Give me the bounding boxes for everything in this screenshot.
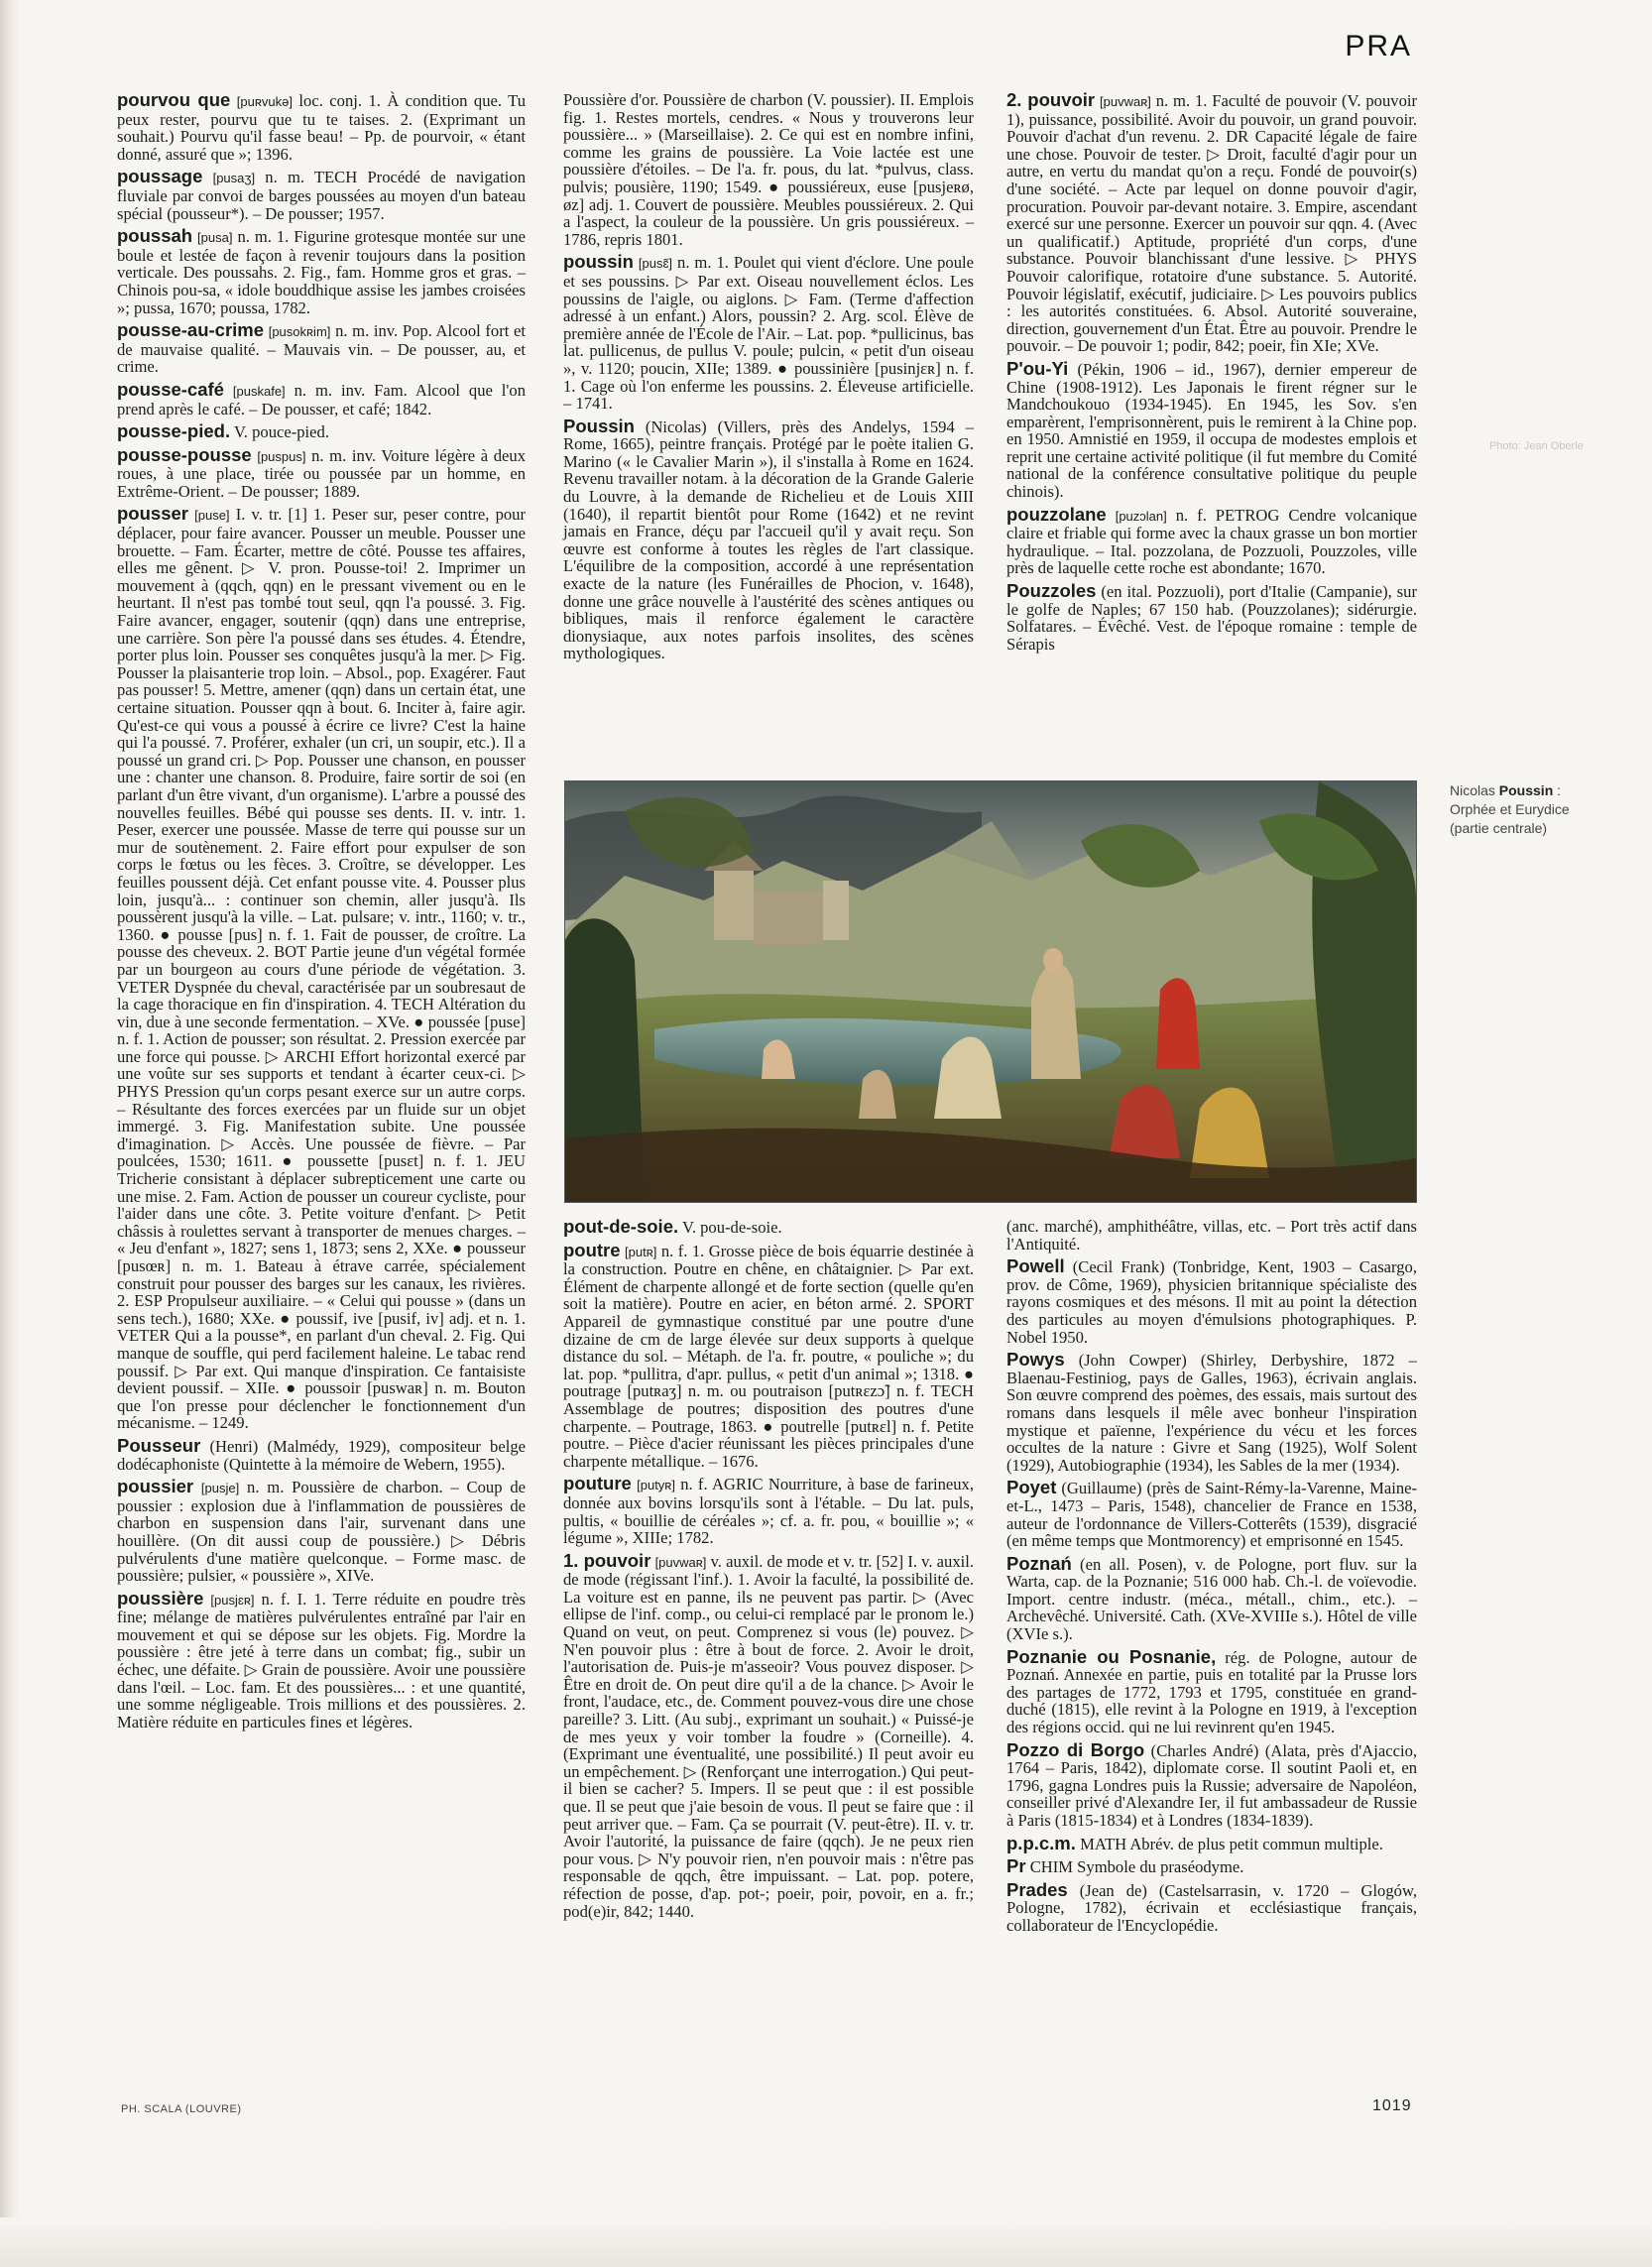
column-middle-top (563, 91, 974, 667)
entry-phonetic: [puspus] (257, 448, 306, 464)
entry-phonetic: [puʀvukə] (236, 94, 293, 109)
column-right-bottom (1006, 1218, 1417, 1940)
dictionary-entry (117, 321, 526, 376)
dictionary-entry (563, 415, 974, 663)
entry-phonetic: [puvwaʀ] (654, 1554, 707, 1570)
column-middle-bottom (563, 1218, 974, 1925)
entry-headword: Powell (1006, 1255, 1065, 1277)
caption-last-name: Poussin (1498, 782, 1554, 798)
entry-headword: Pr (1006, 1855, 1026, 1877)
entry-headword: 2. pouvoir (1006, 89, 1096, 110)
entry-headword: pousse-au-crime (117, 319, 265, 341)
dictionary-entry (1006, 1878, 1418, 1935)
dictionary-entry (1006, 1738, 1418, 1830)
dictionary-entry (1006, 1479, 1417, 1549)
entry-headword: poussier (117, 1476, 194, 1497)
entry-definition: n. m. 1. Faculté de pouvoir (V. pouvoir 1), puissance, possibilité. Avoir du pouvoir, un grand pouvoir. Pouvoir d'achat d'un revenu. 2. DR Capacité légale de faire une chose. Pouvoir de tester. ▷ Droit, faculté d'agir pour un autre, en vertu du mandat qu'on a reçu. Fondé de pouvoir(s) d'une société. – Acte par lequel on donne pouvoir d'agir, procuration. Pouvoir par-devant notaire. 3. Empire, ascendant exercé sur une personne. Exercer un pouvoir sur qqn. 4. (Avec un qualificatif.) Aptitude, propriété d'un corps, d'une substance. Pouvoir blanchissant d'une lessive. ▷ PHYS Pouvoir calorifique, rotatoire d'une substance. 5. Autorité. Pouvoir législatif, exécutif, judiciaire. ▷ Les pouvoirs publics : les autorités constituées. 6. Absol. Autorité souveraine, direction, gouvernement d'un État. Être au pouvoir. Prendre le pouvoir. – De pouvoir 1; podir, 842; poeir, fin XIe; XVe. (1006, 91, 1417, 356)
entry-definition: (Guillaume) (près de Saint-Rémy-la-Varenne, Maine-et-L., 1473 – Paris, 1548), chancelier de France en 1538, auteur de l'ordonnance de Villers-Cotterêts (1539), disgracié (en même temps que Montmorency) et emprisonné en 1545. (1006, 1479, 1418, 1551)
dictionary-entry (563, 1475, 974, 1546)
entry-headword: pouzzolane (1006, 503, 1107, 525)
dictionary-entry (563, 1239, 975, 1471)
caption-first-name: Nicolas (1450, 782, 1495, 798)
entry-headword: poutre (563, 1239, 621, 1260)
entry-definition: n. f. I. 1. Terre réduite en poudre très fine; mélange de matières pulvérulentes entraîné par l'air en mouvement et qui se dépose sur les objets. Fig. Mordre la poussière : être jeté à terre dans un combat; fig., subir un échec, une défaite. ▷ Grain de poussière. Avoir une poussière dans l'œil. – Loc. fam. Et des poussières... : et une quantité, une somme négligeable. Trois millions et des poussières. 2. Matière réduite en particules fines et légères. (117, 1589, 527, 1731)
entry-definition: (Pékin, 1906 – id., 1967), dernier empereur de Chine (1908-1912). Les Japonais le firent régner sur le Mandchoukouo (1934-1945). En 1945, les Sov. s'en emparèrent, l'emprisonnèrent, puis le remirent à la Chine pop. en 1950. Amnistié en 1959, il occupa de modestes emplois et reprit une certaine activité politique (il fut membre du Comité national de la conférence consultative politique du peuple chinois). (1006, 359, 1417, 502)
entry-definition: (John Cowper) (Shirley, Derbyshire, 1872 – Blaenau-Festiniog, pays de Galles, 1963), écrivain anglais. Son œuvre comprend des poèmes, des essais, mais surtout des romans dans lesquels il mêle avec bonheur l'inspiration mystique et païenne, l'expérience du vécu et les forces occultes de la nature : Givre et Sang (1925), Wolf Solent (1929), Autobiographie (1934), les Sables de la mer (1934). (1006, 1351, 1417, 1475)
entry-definition: (en ital. Pozzuoli), port d'Italie (Campanie), sur le golfe de Naples; 67 150 hab. (Pouzzolanes); sidérurgie. Solfatares. – Évêché. Vest. de l'époque romaine : temple de Sérapis (1006, 582, 1417, 654)
entry-definition: (Nicolas) (Villers, près des Andelys, 1594 – Rome, 1665), peintre français. Protégé par le poète italien G. Marino (« le Cavalier Marin »), il s'installa à Rome en 1624. Revenu travailler notam. à la décoration de la Grande Galerie du Louvre, à la demande de Richelieu et de Louis XIII (1640), il repartit bientôt pour Rome (1642) et ne revint jamais en France, déçu par l'accueil qu'il y avait reçu. Son œuvre est conforme à toutes les règles de l'art classique. L'équilibre de la composition, accordé à une représentation exacte de la nature (les Funérailles de Phocion, v. 1648), donne une grâce nouvelle à l'austérité des scènes antiques ou bibliques, mais il renforce également le caractère dionysiaque, aux notes parfois insolites, des scènes mythologiques. (563, 417, 974, 663)
entry-headword: poussière (117, 1587, 204, 1609)
entry-definition: n. m. inv. Fam. Alcool que l'on prend après le café. – De pousser, et café; 1842. (117, 380, 527, 418)
running-header: PRA (1345, 30, 1412, 62)
entry-definition: I. v. tr. [1] 1. Peser sur, peser contre, pour déplacer, pour faire avancer. Pousser un meuble. Pousser une brouette. – Fam. Écarter, mettre de côté. Pousse tes affaires, elles me gênent. ▷ V. pron. Pousse-toi! 2. Imprimer un mouvement à (qqch, qqn) en le pressant vivement ou en le heurtant. Il n'est pas tombé tout seul, qqn l'a poussé. 3. Fig. Faire avancer, engager, soutenir (qqn) dans une entreprise, une carrière. Son père l'a poussé dans ses études. 4. Étendre, porter plus loin. Pousser ses conquêtes jusqu'à la mer. ▷ Fig. Pousser la plaisanterie trop loin. – Absol., pop. Exagérer. Faut pas pousser! 5. Mettre, amener (qqn) dans un certain état, une certaine situation. Pousser qqn à bout. 6. Inciter à, faire agir. Qu'est-ce qui vous a poussé à écrire ce livre? C'est la haine qui l'a poussé. 7. Proférer, exhaler (un cri, un soupir, etc.). Il a poussé un grand cri. ▷ Pop. Pousser une chanson, en pousser une : chanter une chanson. 8. Produire, faire sortir de soi (en parlant d'un être vivant, d'un organisme). L'arbre a poussé des nouvelles feuilles. Bébé qui pousse ses dents. II. v. intr. 1. Peser, exercer une poussée. Masse de terre qui pousse sur un mur de soutènement. 2. Faire effort pour expulser de son corps le fœtus ou les fèces. 3. Croître, se développer. Les feuilles poussent déjà. Cet enfant pousse vite. 4. Pousser plus loin, jusqu'à... : continuer son chemin, aller jusqu'à. Ils poussèrent jusqu'à la ville. – Lat. pulsare; v. intr., 1160; v. tr., 1360. ● pousse [pus] n. f. 1. Fait de pousser, de croître. La pousse des cheveux. 2. BOT Partie jeune d'un végétal formée par un bourgeon au cours d'une période de végétation. 3. VETER Dyspnée du cheval, caractérisée par un soubresaut de la cage thoracique en fin d'inspiration. 4. TECH Altération du vin, due à une seconde fermentation. – XVe. ● poussée [puse] n. f. 1. Action de pousser; son résultat. 2. Pression exercée par une force qui pousse. ▷ ARCHI Effort horizontal exercé par une voûte sur ses supports et tendant à écarter ceux-ci. ▷ PHYS Pression qu'un corps pesant exerce sur un autre corps. – Résultante des forces exercées par un fluide sur un objet immergé. 3. Fig. Manifestation subite. Une poussée d'imagination. ▷ Accès. Une poussée de fièvre. – Par poulcées, 1530; 1611. ● poussette [pusɛt] n. f. 1. JEU Tricherie consistant à déplacer subrepticement une carte ou une mise. 2. Fam. Action de pousser un coureur cycliste, pour l'aider dans une côte. 3. Petite voiture d'enfant. ▷ Petit châssis à roulettes servant à transporter de menues charges. – « Jeu d'enfant », 1827; sens 1, 1873; sens 2, XXe. ● pousseur [pusœʀ] n. m. 1. Bateau à étrave carrée, spécialement construit pour pousser des barges sur les canaux, les rivières. 2. ESP Propulseur auxiliaire. – « Celui qui pousse » (dans un sens tech.), 1680; XXe. ● poussif, ive [pusif, iv] adj. et n. 1. VETER Qui a la pousse*, en parlant d'un cheval. 2. Fig. Qui manque de souffle, qui perd facilement haleine. Le tabac rend poussif. ▷ Par ext. Qui manque d'inspiration. Ce fantaisiste devient poussif. – XIIe. ● poussoir [puswaʀ] n. m. Bouton que l'on presse pour déclencher le fonctionnement d'un mécanisme. – 1249. (117, 505, 526, 1433)
entry-definition: V. pou-de-soie. (682, 1218, 782, 1237)
dictionary-entry (117, 91, 526, 163)
painting-image (565, 781, 1416, 1202)
entry-headword: poussin (563, 251, 634, 273)
entry-headword: pouture (563, 1473, 632, 1494)
entry-definition: (anc. marché), amphithéâtre, villas, etc. – Port très actif dans l'Antiquité. (1006, 1217, 1417, 1253)
dictionary-entry (1006, 357, 1417, 502)
dictionary-entry (1006, 1257, 1417, 1346)
entry-phonetic: [putyʀ] (637, 1478, 675, 1493)
entry-phonetic: [pusɛ̃] (638, 256, 673, 272)
entry-definition: v. auxil. de mode et v. tr. [52] I. v. auxil. de mode (régissant l'inf.). 1. Avoir la faculté, la possibilité de. La voiture est en panne, ils ne peuvent pas partir. ▷ (Avec ellipse de l'inf. comp., ou celui-ci remplacé par le pronom le.) Quand on veut, on peut. Comprenez si vous (le) pouvez. ▷ N'en pouvoir plus : être à bout de force. 2. Avoir le droit, l'autorisation de. Puis-je m'asseoir? Vous pouvez disposer. ▷ Être en droit de. On peut dire qu'il a de la chance. ▷ Avoir le front, l'audace, etc., de. Comment pouvez-vous dire une chose pareille? 3. Litt. (Au subj., exprimant un souhait.) « Puissé-je de mes yeux y voir tomber la foudre » (Corneille). 4. (Exprimant une éventualité, une possibilité.) Il peut avoir eu un empêchement. ▷ (Renforçant une interrogation.) Qui peut-il bien se cacher? 5. Impers. Il se peut que : il est possible que. Il se peut que j'aie besoin de vous. Il peut se faire que : il peut arriver que. – Fam. Ça se pourrait (V. peut-être). II. v. tr. Avoir l'autorité, la puissance de faire (qqch). Je ne peux rien pour vous. ▷ N'y pouvoir rien, n'en pouvoir mais : n'être pas responsable de qqch, être impuissant. – Lat. pop. potere, réfection de posse, d'ap. pot-; poeir, poir, povoir, en a. fr.; pod(e)ir, 842; 1440. (563, 1551, 974, 1921)
dictionary-entry (117, 168, 526, 222)
dictionary-entry (563, 91, 974, 248)
dictionary-entry (1006, 1645, 1417, 1737)
painting-caption (1450, 781, 1638, 838)
entry-definition: n. f. PETROG Cendre volcanique claire et friable qui forme avec la chaux grasse un bon mortier hydraulique. – Ital. pozzolana, de Pozzuoli, Pouzzoles, ville près de laquelle cette roche est abondante; 1670. (1006, 505, 1418, 578)
dictionary-entry (117, 227, 526, 316)
entry-phonetic: [pusa] (197, 230, 233, 246)
entry-headword: pousse-pousse (117, 443, 252, 465)
entry-headword: Poussin (563, 415, 635, 436)
entry-headword: Powys (1006, 1349, 1065, 1371)
entry-definition: CHIM Symbole du praséodyme. (1029, 1857, 1244, 1877)
painting-orphee-eurydice (565, 781, 1416, 1202)
entry-definition: (Charles André) (Alata, près d'Ajaccio, 1764 – Paris, 1842), diplomate corse. Il soutint Paoli et, en 1796, gagna Londres puis la Russie; adversaire de Napoléon, conseiller privé d'Alexandre Ier, il fut ambassadeur de Russie à Paris (1815-1834) et à Londres (1834-1839). (1006, 1740, 1418, 1830)
entry-definition: (Cecil Frank) (Tonbridge, Kent, 1903 – Casargo, prov. de Côme, 1969), physicien britannique spécialiste des rayons cosmiques et des mésons. Il mit au point la détection des particules au moyen d'émulsions photographiques. P. Nobel 1950. (1006, 1257, 1417, 1347)
dictionary-entry (1006, 1351, 1417, 1474)
entry-phonetic: [putʀ] (625, 1244, 657, 1259)
entry-definition: rég. de Pologne, autour de Poznań. Annexée en partie, puis en totalité par la Prusse lors des partages de 1772, 1793 et 1795, constituée en grand-duché (1815), elle revint à la Pologne en 1919, à l'exception des régions occid. qui ne lui revinrent qu'en 1945. (1006, 1647, 1417, 1737)
entry-headword: Poyet (1006, 1477, 1057, 1498)
dictionary-entry (1006, 1218, 1417, 1253)
dictionary-entry (117, 1587, 527, 1731)
entry-headword: Poznań (1006, 1552, 1072, 1574)
dictionary-entry (563, 1549, 974, 1921)
entry-phonetic: [pusje] (200, 1481, 240, 1496)
dictionary-entry (117, 422, 526, 441)
entry-definition: n. m. inv. Pop. Alcool fort et de mauvaise qualité. – Mauvais vin. – De pousser, au, et crime. (117, 321, 526, 377)
entry-definition: n. f. 1. Grosse pièce de bois équarrie destinée à la construction. Poutre en chêne, en châtaignier. ▷ Par ext. Élément de charpente allongé et de forte section (quelle qu'en soit la matière). Poutre en acier, en béton armé. 2. SPORT Appareil de gymnastique constitué par une poutre d'une dizaine de cm de large élevée sur deux supports à quelque distance du sol. – Métaph. de l'a. fr. poutre, « pouliche »; du lat. pop. *pullitra, d'apr. pullus, « petit d'un animal »; 1318. ● poutrage [putʀaʒ] n. m. ou poutraison [putʀɛzɔ̃] n. f. TECH Assemblage de poutres; disposition des poutres d'une charpente. – Poutrage, 1863. ● poutrelle [putʀɛl] n. f. Petite poutre. – Pièce d'acier réunissant les pièces principales d'une charpente métallique. – 1676. (563, 1241, 975, 1471)
dictionary-entry (117, 378, 527, 418)
entry-definition: n. m. inv. Voiture légère à deux roues, à une place, tirée ou poussée par un homme, en Extrême-Orient. – De pousser; 1889. (117, 445, 526, 501)
entry-phonetic: [puse] (194, 508, 230, 524)
entry-definition: Poussière d'or. Poussière de charbon (V. poussier). II. Emplois fig. 1. Restes mortels, cendres. « Nous y trouverons leur poussière... » (Marseillaise). 2. Ce qui est en nombre infini, comme les grains de poussière. La Voie lactée est une poussière d'étoiles. – De l'a. fr. pous, du lat. *pulvus, class. pulvis; pousière, 1190; 1549. ● poussiéreux, euse [pusjeʀø, øz] adj. 1. Couvert de poussière. Meubles poussiéreux. 2. Qui a l'aspect, la couleur de la poussière. Un gris poussiéreux. – 1786, repris 1801. (563, 90, 974, 249)
entry-phonetic: [pusokʀim] (268, 324, 331, 340)
caption-detail: (partie centrale) (1450, 820, 1548, 836)
dictionary-entry (1006, 1552, 1417, 1644)
entry-headword: Pousseur (117, 1434, 201, 1456)
entry-headword: poussah (117, 225, 193, 247)
dictionary-entry (1006, 503, 1418, 578)
entry-definition: (Henri) (Malmédy, 1929), compositeur belge dodécaphoniste (Quintette à la mémoire de Webern, 1955). (117, 1436, 526, 1474)
entry-headword: Poznanie ou Posnanie, (1006, 1645, 1217, 1667)
ghost-show-through-text: Photo: Jean Oberle (1489, 440, 1584, 452)
entry-phonetic: [pusjɛʀ] (210, 1592, 255, 1608)
entry-definition: n. m. Poussière de charbon. – Coup de poussier : explosion due à l'inflammation de poussières de charbon en suspension dans l'air, survenant dans une houillère. (On dit aussi coup de poussière.) ▷ Débris pulvérulents d'une matière quelconque. – Forme masc. de poussière; pulsier, « poussière », XIVe. (117, 1478, 526, 1586)
page-number: 1019 (1372, 2097, 1412, 2114)
column-right-top (1006, 91, 1417, 657)
entry-headword: 1. pouvoir (563, 1549, 651, 1571)
entry-headword: P'ou-Yi (1006, 357, 1069, 379)
entry-phonetic: [pusaʒ] (212, 171, 256, 186)
dictionary-entry (117, 1478, 526, 1585)
entry-headword: pousse-pied. (117, 420, 231, 442)
entry-headword: pout-de-soie. (563, 1216, 679, 1237)
entry-phonetic: [puvwaʀ] (1100, 94, 1151, 109)
entry-headword: p.p.c.m. (1006, 1832, 1076, 1853)
dictionary-entry (563, 253, 974, 412)
entry-definition: MATH Abrév. de plus petit commun multiple. (1080, 1834, 1383, 1853)
entry-phonetic: [puskafe] (232, 383, 286, 399)
entry-definition: n. m. 1. Poulet qui vient d'éclore. Une poule et ses poussins. ▷ Par ext. Oiseau nouvellement éclos. Les poussins de l'aigle, ou aiglons. ▷ Fam. (Terme d'affection adressé à un enfant.) Alors, poussin? 2. Arg. scol. Élève de première année de l'École de l'Air. – Lat. pop. *pullicinus, bas lat. pullicenus, de pullus V. poule; pulcin, « petit d'un oiseau », v. 1120; poucin, XIIe; 1389. ● poussinière [pusinjɛʀ] n. f. 1. Cage où l'on enferme les poussins. 2. Éleveuse artificielle. – 1741. (563, 253, 974, 414)
page-binding-shadow (0, 0, 20, 2267)
entry-definition: (en all. Posen), v. de Pologne, port fluv. sur la Warta, cap. de la Poznanie; 516 000 hab. Ch.-l. de voïevodie. Import. centre industr. (méca., métall., chim., etc.). – Archevêché. Université. Cath. (XVe-XVIIIe s.). Hôtel de ville (XVIe s.). (1006, 1554, 1417, 1644)
entry-definition: (Jean de) (Castelsarrasin, v. 1720 – Glogów, Pologne, 1782), écrivain et ecclésiastique français, collaborateur de l'Encyclopédie. (1006, 1880, 1418, 1935)
entry-phonetic: [puzɔlan] (1115, 508, 1167, 524)
entry-headword: Prades (1006, 1878, 1068, 1900)
dictionary-entry (1006, 582, 1417, 653)
entry-definition: n. f. AGRIC Nourriture, à base de farineux, donnée aux bovins lorsqu'ils sont à l'étable. – Du lat. puls, pultis, « bouillie de céréales »; cf. a. fr. pou, « bouillie »; « légume », XIIIe; 1782. (563, 1475, 974, 1548)
dictionary-entry (117, 505, 526, 1431)
column-left (117, 91, 526, 1735)
scan-bottom-edge (0, 2217, 1652, 2267)
dictionary-entry (1006, 1832, 1417, 1853)
entry-definition: loc. conj. 1. À condition que. Tu peux rester, pourvu que tu te taises. 2. (Exprimant un souhait.) Pourvu qu'il fasse beau! – Pp. de pourvoir, « étant donné, assuré que »; 1396. (117, 91, 526, 164)
entry-headword: pousse-café (117, 378, 224, 400)
dictionary-entry (117, 443, 526, 501)
entry-headword: pourvou que (117, 89, 231, 110)
entry-definition: n. m. 1. Figurine grotesque montée sur une boule et lestée de façon à revenir toujours dans la position verticale. Des poussahs. 2. Fig., fam. Homme gros et gras. – Chinois pou-sa, « idole bouddhique assise les jambes croisées »; pussa, 1670; poussa, 1782. (117, 227, 526, 317)
entry-headword: poussage (117, 166, 203, 187)
dictionary-entry (1006, 91, 1417, 355)
entry-definition: n. m. TECH Procédé de navigation fluviale par convoi de barges poussées au moyen d'un bateau spécial (pousseur*). – De pousser; 1957. (117, 168, 527, 223)
entry-headword: pousser (117, 503, 188, 525)
dictionary-entry (1006, 1857, 1417, 1876)
entry-headword: Pouzzoles (1006, 580, 1097, 602)
entry-definition: V. pouce-pied. (233, 422, 329, 442)
caption-colon: : (1553, 782, 1562, 798)
photo-credit: PH. SCALA (LOUVRE) (121, 2103, 242, 2115)
dictionary-entry (563, 1218, 974, 1237)
entry-headword: Pozzo di Borgo (1006, 1738, 1145, 1760)
dictionary-entry (117, 1434, 526, 1474)
caption-work-title: Orphée et Eurydice (1450, 801, 1570, 817)
